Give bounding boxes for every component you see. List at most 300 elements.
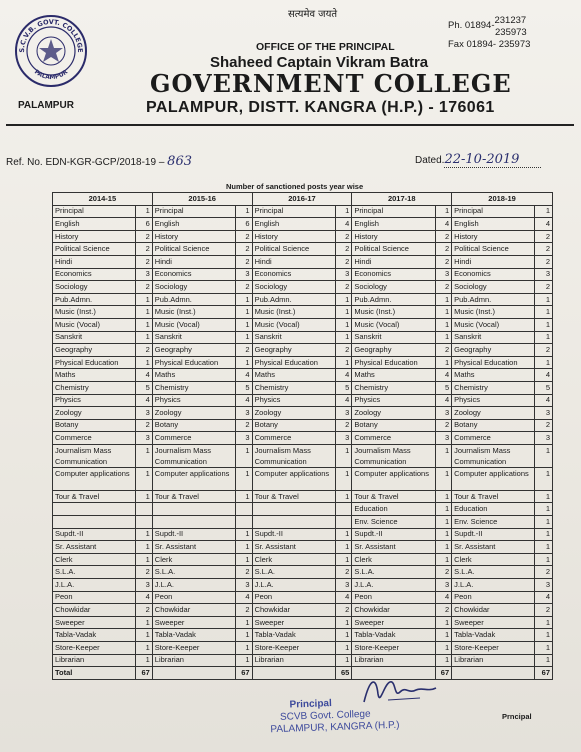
table-row <box>53 591 553 604</box>
post-count-cell: 2 <box>435 566 452 579</box>
post-name-cell: J.L.A. <box>452 579 535 592</box>
post-name-cell: Librarian <box>352 654 435 667</box>
post-count-cell: 1 <box>235 541 252 554</box>
post-count-cell: 3 <box>136 579 153 592</box>
year-header: 2015-16 <box>152 193 252 206</box>
post-name-cell <box>53 503 136 516</box>
college-address: PALAMPUR, DISTT. KANGRA (H.P.) - 176061 <box>146 99 495 116</box>
table-row <box>53 419 553 432</box>
post-count-cell: 4 <box>136 394 153 407</box>
post-name-cell: Music (Vocal) <box>152 318 235 331</box>
post-name-cell: Principal <box>53 205 136 218</box>
post-count-cell: 4 <box>136 591 153 604</box>
post-name-cell: Sr. Assistant <box>252 541 335 554</box>
post-count-cell: 1 <box>235 467 252 490</box>
post-name-cell: Env. Science <box>452 516 535 529</box>
table-row <box>53 503 553 516</box>
contact-block <box>448 15 531 51</box>
post-count-cell: 2 <box>435 243 452 256</box>
post-name-cell: Store-Keeper <box>252 642 335 655</box>
post-name-cell: History <box>53 230 136 243</box>
table-row <box>53 604 553 617</box>
post-name-cell: S.L.A. <box>252 566 335 579</box>
post-count-cell: 2 <box>136 243 153 256</box>
post-name-cell: Peon <box>152 591 235 604</box>
post-count-cell: 2 <box>535 604 553 617</box>
table-row <box>53 579 553 592</box>
post-count-cell: 3 <box>435 579 452 592</box>
post-name-cell: Botany <box>53 419 136 432</box>
post-name-cell: Journalism Mass Communication <box>152 444 235 467</box>
post-name-cell: Economics <box>452 268 535 281</box>
post-count-cell: 2 <box>136 566 153 579</box>
post-name-cell: Tabla-Vadak <box>252 629 335 642</box>
post-count-cell: 1 <box>435 516 452 529</box>
table-row <box>53 407 553 420</box>
post-count-cell: 3 <box>235 579 252 592</box>
post-name-cell: Tour & Travel <box>252 490 335 503</box>
post-count-cell: 1 <box>535 553 553 566</box>
post-name-cell: Supdt.-II <box>352 528 435 541</box>
post-name-cell: Tabla-Vadak <box>152 629 235 642</box>
office-heading: OFFICE OF THE PRINCIPAL <box>256 41 395 53</box>
post-count-cell: 3 <box>335 579 352 592</box>
post-name-cell: Computer applications <box>352 467 435 490</box>
post-count-cell: 2 <box>235 604 252 617</box>
post-count-cell: 1 <box>435 654 452 667</box>
post-name-cell: Maths <box>452 369 535 382</box>
post-count-cell: 1 <box>335 541 352 554</box>
post-name-cell <box>252 516 335 529</box>
post-name-cell: J.L.A. <box>252 579 335 592</box>
post-count-cell: 1 <box>535 356 553 369</box>
post-count-cell: 3 <box>136 407 153 420</box>
post-count-cell: 2 <box>335 230 352 243</box>
table-row <box>53 629 553 642</box>
post-name-cell: Education <box>352 503 435 516</box>
total-row <box>53 667 553 680</box>
post-name-cell: Computer applications <box>452 467 535 490</box>
post-count-cell: 4 <box>335 369 352 382</box>
post-count-cell: 1 <box>435 553 452 566</box>
post-count-cell: 3 <box>136 268 153 281</box>
post-name-cell: Pub.Admn. <box>152 293 235 306</box>
seal-location-text: PALAMPUR <box>32 68 70 82</box>
post-name-cell: Hindi <box>152 255 235 268</box>
post-name-cell: Tabla-Vadak <box>53 629 136 642</box>
post-count-cell: 1 <box>535 503 553 516</box>
post-count-cell: 1 <box>535 654 553 667</box>
post-name-cell: Sr. Assistant <box>152 541 235 554</box>
post-count-cell: 1 <box>535 541 553 554</box>
post-name-cell: Hindi <box>252 255 335 268</box>
post-name-cell: Sociology <box>53 281 136 294</box>
post-count-cell: 1 <box>136 293 153 306</box>
post-name-cell: Journalism Mass Communication <box>252 444 335 467</box>
post-count-cell: 1 <box>235 293 252 306</box>
post-count-cell: 1 <box>435 205 452 218</box>
post-name-cell: Tour & Travel <box>352 490 435 503</box>
post-count-cell: 2 <box>136 255 153 268</box>
total-label-cell <box>152 667 235 680</box>
post-name-cell: Librarian <box>53 654 136 667</box>
phone-label: Ph. 01894- <box>448 20 495 31</box>
post-name-cell: Journalism Mass Communication <box>352 444 435 467</box>
table-row <box>53 541 553 554</box>
post-count-cell: 4 <box>535 591 553 604</box>
table-row <box>53 306 553 319</box>
post-count-cell: 1 <box>335 528 352 541</box>
reference-label: Ref. No. EDN-KGR-GCP/2018-19 – <box>6 157 165 168</box>
post-count-cell: 3 <box>335 268 352 281</box>
post-name-cell: Supdt.-II <box>53 528 136 541</box>
post-count-cell: 4 <box>435 218 452 231</box>
date-label: Dated. <box>415 155 445 166</box>
post-name-cell: Sr. Assistant <box>452 541 535 554</box>
table-row <box>53 268 553 281</box>
post-name-cell: Env. Science <box>352 516 435 529</box>
seal-text: S.C.V.B. GOVT. COLLEGE <box>17 17 85 53</box>
table-row <box>53 230 553 243</box>
table-caption: Number of sanctioned posts year wise <box>226 182 364 191</box>
post-count-cell: 1 <box>136 616 153 629</box>
table-row <box>53 566 553 579</box>
post-name-cell <box>152 503 235 516</box>
post-count-cell: 1 <box>535 467 553 490</box>
post-name-cell: Clerk <box>452 553 535 566</box>
post-count-cell: 1 <box>235 356 252 369</box>
post-name-cell: Chemistry <box>152 381 235 394</box>
table-row <box>53 205 553 218</box>
post-name-cell: Pub.Admn. <box>53 293 136 306</box>
post-count-cell: 4 <box>435 394 452 407</box>
post-name-cell: Botany <box>252 419 335 432</box>
post-count-cell: 1 <box>235 331 252 344</box>
table-row <box>53 394 553 407</box>
post-count-cell: 2 <box>335 243 352 256</box>
post-name-cell: Computer applications <box>53 467 136 490</box>
stamp-line-2: SCVB Govt. College <box>279 708 371 723</box>
post-name-cell: Sr. Assistant <box>53 541 136 554</box>
post-count-cell: 3 <box>435 407 452 420</box>
post-name-cell: English <box>53 218 136 231</box>
post-name-cell: History <box>252 230 335 243</box>
post-count-cell: 3 <box>535 432 553 445</box>
year-header: 2016-17 <box>252 193 352 206</box>
post-count-cell: 3 <box>535 579 553 592</box>
post-count-cell: 1 <box>136 444 153 467</box>
post-name-cell: Clerk <box>152 553 235 566</box>
post-name-cell: Sweeper <box>452 616 535 629</box>
post-name-cell: Librarian <box>452 654 535 667</box>
post-count-cell: 1 <box>235 205 252 218</box>
post-name-cell: Store-Keeper <box>452 642 535 655</box>
post-count-cell: 2 <box>335 281 352 294</box>
post-count-cell: 1 <box>435 444 452 467</box>
post-count-cell: 1 <box>335 444 352 467</box>
post-count-cell: 2 <box>535 566 553 579</box>
post-count-cell: 1 <box>535 629 553 642</box>
post-name-cell: Peon <box>53 591 136 604</box>
post-name-cell: Commerce <box>53 432 136 445</box>
post-name-cell: Maths <box>53 369 136 382</box>
post-count-cell: 2 <box>535 419 553 432</box>
post-count-cell: 2 <box>435 344 452 357</box>
header-divider <box>6 124 574 126</box>
post-count-cell: 2 <box>435 281 452 294</box>
post-count-cell: 1 <box>235 306 252 319</box>
post-count-cell: 4 <box>335 591 352 604</box>
post-name-cell: Political Science <box>53 243 136 256</box>
post-name-cell: Clerk <box>53 553 136 566</box>
total-count-cell: 65 <box>335 667 352 680</box>
post-count-cell: 1 <box>136 528 153 541</box>
post-name-cell: Tabla-Vadak <box>452 629 535 642</box>
post-count-cell: 1 <box>136 553 153 566</box>
post-name-cell: Physical Education <box>252 356 335 369</box>
post-count-cell: 2 <box>335 566 352 579</box>
reference-number <box>6 154 192 169</box>
post-count-cell: 2 <box>335 604 352 617</box>
post-count-cell: 1 <box>435 306 452 319</box>
table-row <box>53 616 553 629</box>
post-name-cell: Physical Education <box>152 356 235 369</box>
post-name-cell: History <box>352 230 435 243</box>
post-count-cell: 2 <box>235 243 252 256</box>
table-row <box>53 281 553 294</box>
post-name-cell: History <box>152 230 235 243</box>
post-name-cell: Store-Keeper <box>352 642 435 655</box>
post-count-cell: 3 <box>136 432 153 445</box>
post-name-cell: Physical Education <box>452 356 535 369</box>
post-name-cell: Economics <box>252 268 335 281</box>
post-count-cell: 1 <box>535 490 553 503</box>
table-row <box>53 331 553 344</box>
table-row <box>53 243 553 256</box>
post-count-cell: 1 <box>136 541 153 554</box>
post-name-cell: Maths <box>252 369 335 382</box>
post-name-cell: Physics <box>452 394 535 407</box>
post-name-cell: Clerk <box>252 553 335 566</box>
post-count-cell: 3 <box>335 432 352 445</box>
post-count-cell: 4 <box>535 394 553 407</box>
post-count-cell: 5 <box>335 381 352 394</box>
post-name-cell: Political Science <box>352 243 435 256</box>
post-count-cell: 1 <box>235 629 252 642</box>
post-name-cell: Botany <box>352 419 435 432</box>
post-name-cell <box>53 516 136 529</box>
post-count-cell: 2 <box>235 255 252 268</box>
reference-handwritten-number: 863 <box>167 154 192 169</box>
post-name-cell: Physics <box>152 394 235 407</box>
post-count-cell: 2 <box>335 255 352 268</box>
post-count-cell: 1 <box>535 444 553 467</box>
post-count-cell: 2 <box>235 281 252 294</box>
post-count-cell: 2 <box>136 344 153 357</box>
post-name-cell: Librarian <box>252 654 335 667</box>
post-count-cell: 1 <box>435 616 452 629</box>
post-name-cell: Geography <box>53 344 136 357</box>
post-count-cell: 4 <box>435 369 452 382</box>
post-name-cell: Pub.Admn. <box>352 293 435 306</box>
post-count-cell: 1 <box>235 642 252 655</box>
post-count-cell: 5 <box>435 381 452 394</box>
post-name-cell: Sociology <box>252 281 335 294</box>
post-name-cell: Maths <box>152 369 235 382</box>
post-count-cell: 1 <box>136 331 153 344</box>
post-count-cell: 2 <box>235 419 252 432</box>
post-name-cell: Zoology <box>252 407 335 420</box>
total-label-cell <box>252 667 335 680</box>
post-count-cell: 4 <box>235 369 252 382</box>
post-name-cell: Music (Vocal) <box>53 318 136 331</box>
post-count-cell: 1 <box>335 642 352 655</box>
post-name-cell: Music (Vocal) <box>452 318 535 331</box>
post-count-cell: 4 <box>535 369 553 382</box>
post-count-cell: 4 <box>435 591 452 604</box>
post-name-cell <box>152 516 235 529</box>
total-count-cell: 67 <box>535 667 553 680</box>
table-row <box>53 255 553 268</box>
post-name-cell: Store-Keeper <box>152 642 235 655</box>
post-count-cell: 1 <box>535 205 553 218</box>
post-name-cell: Physics <box>352 394 435 407</box>
table-row <box>53 467 553 490</box>
post-name-cell: Zoology <box>352 407 435 420</box>
post-count-cell: 1 <box>435 318 452 331</box>
signatory-title: Prncipal <box>502 712 532 721</box>
table-row <box>53 293 553 306</box>
post-count-cell: 5 <box>136 381 153 394</box>
table-row <box>53 318 553 331</box>
post-count-cell: 1 <box>535 616 553 629</box>
table-row <box>53 432 553 445</box>
post-count-cell: 2 <box>136 604 153 617</box>
table-row <box>53 444 553 467</box>
post-name-cell: English <box>452 218 535 231</box>
post-name-cell: Supdt.-II <box>152 528 235 541</box>
post-name-cell: Political Science <box>452 243 535 256</box>
post-name-cell: Commerce <box>452 432 535 445</box>
post-name-cell: Principal <box>352 205 435 218</box>
year-header: 2018-19 <box>452 193 553 206</box>
post-count-cell <box>335 503 352 516</box>
post-count-cell: 3 <box>235 432 252 445</box>
post-name-cell: Tabla-Vadak <box>352 629 435 642</box>
post-count-cell: 3 <box>535 268 553 281</box>
svg-text:PALAMPUR <box>33 68 70 81</box>
post-count-cell: 1 <box>535 528 553 541</box>
post-count-cell: 5 <box>535 381 553 394</box>
post-name-cell: Music (Inst.) <box>152 306 235 319</box>
post-name-cell: Economics <box>152 268 235 281</box>
table-row <box>53 642 553 655</box>
post-count-cell: 1 <box>235 616 252 629</box>
post-count-cell: 6 <box>136 218 153 231</box>
post-count-cell: 1 <box>535 306 553 319</box>
post-name-cell: Botany <box>152 419 235 432</box>
post-name-cell: History <box>452 230 535 243</box>
post-count-cell: 2 <box>235 344 252 357</box>
post-name-cell: Chemistry <box>53 381 136 394</box>
post-count-cell: 2 <box>535 255 553 268</box>
post-name-cell: Physics <box>252 394 335 407</box>
post-count-cell: 1 <box>435 528 452 541</box>
post-count-cell: 1 <box>136 490 153 503</box>
post-count-cell: 4 <box>235 591 252 604</box>
post-count-cell: 1 <box>435 331 452 344</box>
post-name-cell: S.L.A. <box>53 566 136 579</box>
post-count-cell: 1 <box>136 629 153 642</box>
post-count-cell: 1 <box>335 490 352 503</box>
post-name-cell: Economics <box>352 268 435 281</box>
post-name-cell: Tour & Travel <box>152 490 235 503</box>
post-name-cell: Music (Vocal) <box>352 318 435 331</box>
post-name-cell: Chemistry <box>452 381 535 394</box>
post-count-cell: 1 <box>335 629 352 642</box>
table-row <box>53 369 553 382</box>
post-count-cell: 1 <box>136 318 153 331</box>
post-name-cell: Zoology <box>53 407 136 420</box>
post-count-cell <box>235 503 252 516</box>
table-row <box>53 356 553 369</box>
post-name-cell: Music (Inst.) <box>352 306 435 319</box>
post-count-cell: 1 <box>335 318 352 331</box>
post-name-cell: Sweeper <box>352 616 435 629</box>
table-row <box>53 490 553 503</box>
post-name-cell: Journalism Mass Communication <box>53 444 136 467</box>
post-count-cell: 2 <box>335 419 352 432</box>
post-name-cell: Hindi <box>53 255 136 268</box>
post-name-cell: S.L.A. <box>152 566 235 579</box>
national-motto: सत्यमेव जयते <box>288 9 338 20</box>
total-label-cell <box>452 667 535 680</box>
logo-location-label: PALAMPUR <box>18 100 74 111</box>
post-count-cell: 3 <box>235 268 252 281</box>
post-count-cell: 1 <box>235 318 252 331</box>
post-count-cell: 2 <box>535 243 553 256</box>
year-header: 2014-15 <box>53 193 153 206</box>
post-count-cell: 1 <box>435 293 452 306</box>
post-name-cell: Hindi <box>452 255 535 268</box>
post-name-cell: Sanskrit <box>352 331 435 344</box>
post-name-cell: Physics <box>53 394 136 407</box>
post-count-cell: 1 <box>435 541 452 554</box>
post-count-cell: 1 <box>435 356 452 369</box>
post-count-cell: 4 <box>535 218 553 231</box>
post-name-cell: Maths <box>352 369 435 382</box>
post-count-cell: 1 <box>235 444 252 467</box>
post-name-cell: Hindi <box>352 255 435 268</box>
table-row <box>53 654 553 667</box>
post-name-cell: Chowkidar <box>352 604 435 617</box>
post-count-cell: 4 <box>235 394 252 407</box>
post-count-cell: 4 <box>335 218 352 231</box>
post-name-cell: S.L.A. <box>452 566 535 579</box>
handwritten-date: 22-10-2019 <box>444 152 541 168</box>
stamp-line-1: Principal <box>289 698 333 711</box>
post-name-cell: Geography <box>152 344 235 357</box>
post-name-cell: Geography <box>252 344 335 357</box>
post-name-cell: Supdt.-II <box>452 528 535 541</box>
post-name-cell: Commerce <box>252 432 335 445</box>
post-name-cell: Sociology <box>152 281 235 294</box>
post-name-cell: Sr. Assistant <box>352 541 435 554</box>
post-name-cell: Supdt.-II <box>252 528 335 541</box>
post-name-cell: Peon <box>352 591 435 604</box>
post-name-cell: Music (Inst.) <box>452 306 535 319</box>
post-name-cell: Store-Keeper <box>53 642 136 655</box>
